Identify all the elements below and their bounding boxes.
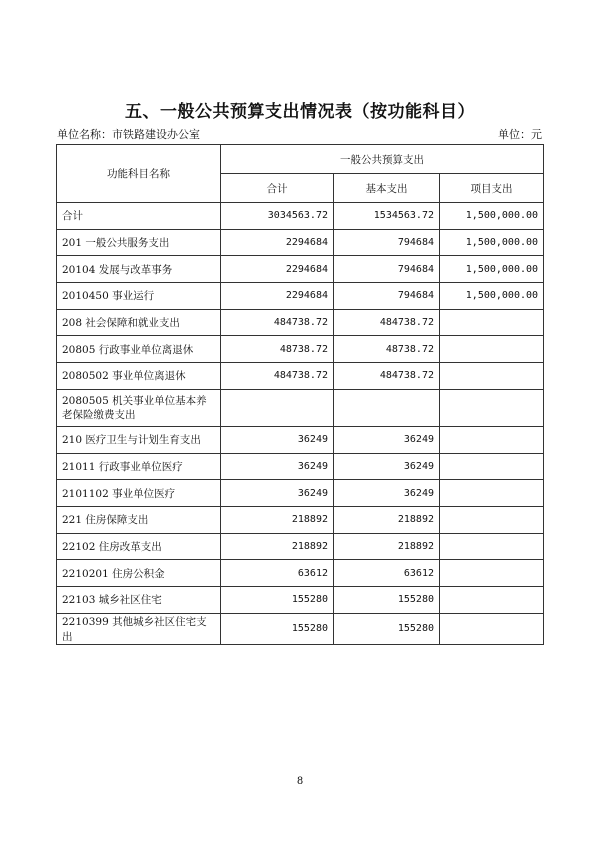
table-row [57,336,544,363]
header-budget-group: 一般公共预算支出 [221,145,544,174]
header-function-name: 功能科目名称 [57,145,221,203]
row-total: 36249 [221,480,334,507]
row-total: 63612 [221,560,334,587]
row-name: 2101102 事业单位医疗 [57,480,221,507]
table-row [57,480,544,507]
table-row [57,256,544,283]
row-name: 20104 发展与改革事务 [57,256,221,283]
row-total: 155280 [221,586,334,613]
row-name: 2010450 事业运行 [57,283,221,310]
row-basic: 36249 [334,480,440,507]
row-name: 合计 [57,203,221,230]
row-name: 2080505 机关事业单位基本养老保险缴费支出 [57,389,221,426]
row-project [440,453,544,480]
row-basic: 794684 [334,283,440,310]
header-total: 合计 [221,174,334,203]
row-total: 48738.72 [221,336,334,363]
row-basic: 36249 [334,426,440,453]
row-total: 484738.72 [221,363,334,390]
page-title: 五、一般公共预算支出情况表（按功能科目） [125,102,475,122]
table-row [57,533,544,560]
table-row [57,229,544,256]
budget-table [56,144,544,645]
row-basic: 1534563.72 [334,203,440,230]
row-total: 2294684 [221,256,334,283]
table-row [57,426,544,453]
row-basic: 155280 [334,613,440,644]
row-name: 201 一般公共服务支出 [57,229,221,256]
table-row [57,283,544,310]
row-project [440,506,544,533]
row-basic: 484738.72 [334,309,440,336]
row-project [440,389,544,426]
row-total: 2294684 [221,229,334,256]
row-project [440,363,544,390]
row-basic [334,389,440,426]
row-project [440,426,544,453]
table-row [57,560,544,587]
row-project [440,533,544,560]
row-total: 2294684 [221,283,334,310]
currency-unit: 单位：元 [498,128,542,141]
row-project [440,336,544,363]
row-basic: 218892 [334,533,440,560]
row-name: 221 住房保障支出 [57,506,221,533]
table-row [57,309,544,336]
table-row [57,613,544,644]
row-total: 36249 [221,453,334,480]
row-total: 218892 [221,506,334,533]
row-basic: 218892 [334,506,440,533]
table-row [57,453,544,480]
header-project: 项目支出 [440,174,544,203]
table-row [57,389,544,426]
row-total: 484738.72 [221,309,334,336]
row-project [440,309,544,336]
row-name: 22102 住房改革支出 [57,533,221,560]
row-total [221,389,334,426]
row-name: 20805 行政事业单位离退休 [57,336,221,363]
row-project: 1,500,000.00 [440,229,544,256]
unit-name: 单位名称：市铁路建设办公室 [57,128,200,141]
row-name: 22103 城乡社区住宅 [57,586,221,613]
row-project [440,586,544,613]
row-total: 36249 [221,426,334,453]
row-project: 1,500,000.00 [440,203,544,230]
row-project [440,480,544,507]
row-basic: 794684 [334,229,440,256]
page-number: 8 [296,776,304,787]
row-name: 210 医疗卫生与计划生育支出 [57,426,221,453]
row-project [440,560,544,587]
row-basic: 36249 [334,453,440,480]
row-name: 2080502 事业单位离退休 [57,363,221,390]
table-row [57,363,544,390]
row-name: 2210201 住房公积金 [57,560,221,587]
row-name: 208 社会保障和就业支出 [57,309,221,336]
row-basic: 48738.72 [334,336,440,363]
row-total: 3034563.72 [221,203,334,230]
table-row [57,586,544,613]
row-name: 21011 行政事业单位医疗 [57,453,221,480]
row-project [440,613,544,644]
row-total: 155280 [221,613,334,644]
table-row [57,203,544,230]
row-basic: 155280 [334,586,440,613]
header-basic: 基本支出 [334,174,440,203]
row-basic: 63612 [334,560,440,587]
row-project: 1,500,000.00 [440,256,544,283]
row-basic: 484738.72 [334,363,440,390]
row-basic: 794684 [334,256,440,283]
row-total: 218892 [221,533,334,560]
table-row [57,506,544,533]
row-project: 1,500,000.00 [440,283,544,310]
row-name: 2210399 其他城乡社区住宅支出 [57,613,221,644]
